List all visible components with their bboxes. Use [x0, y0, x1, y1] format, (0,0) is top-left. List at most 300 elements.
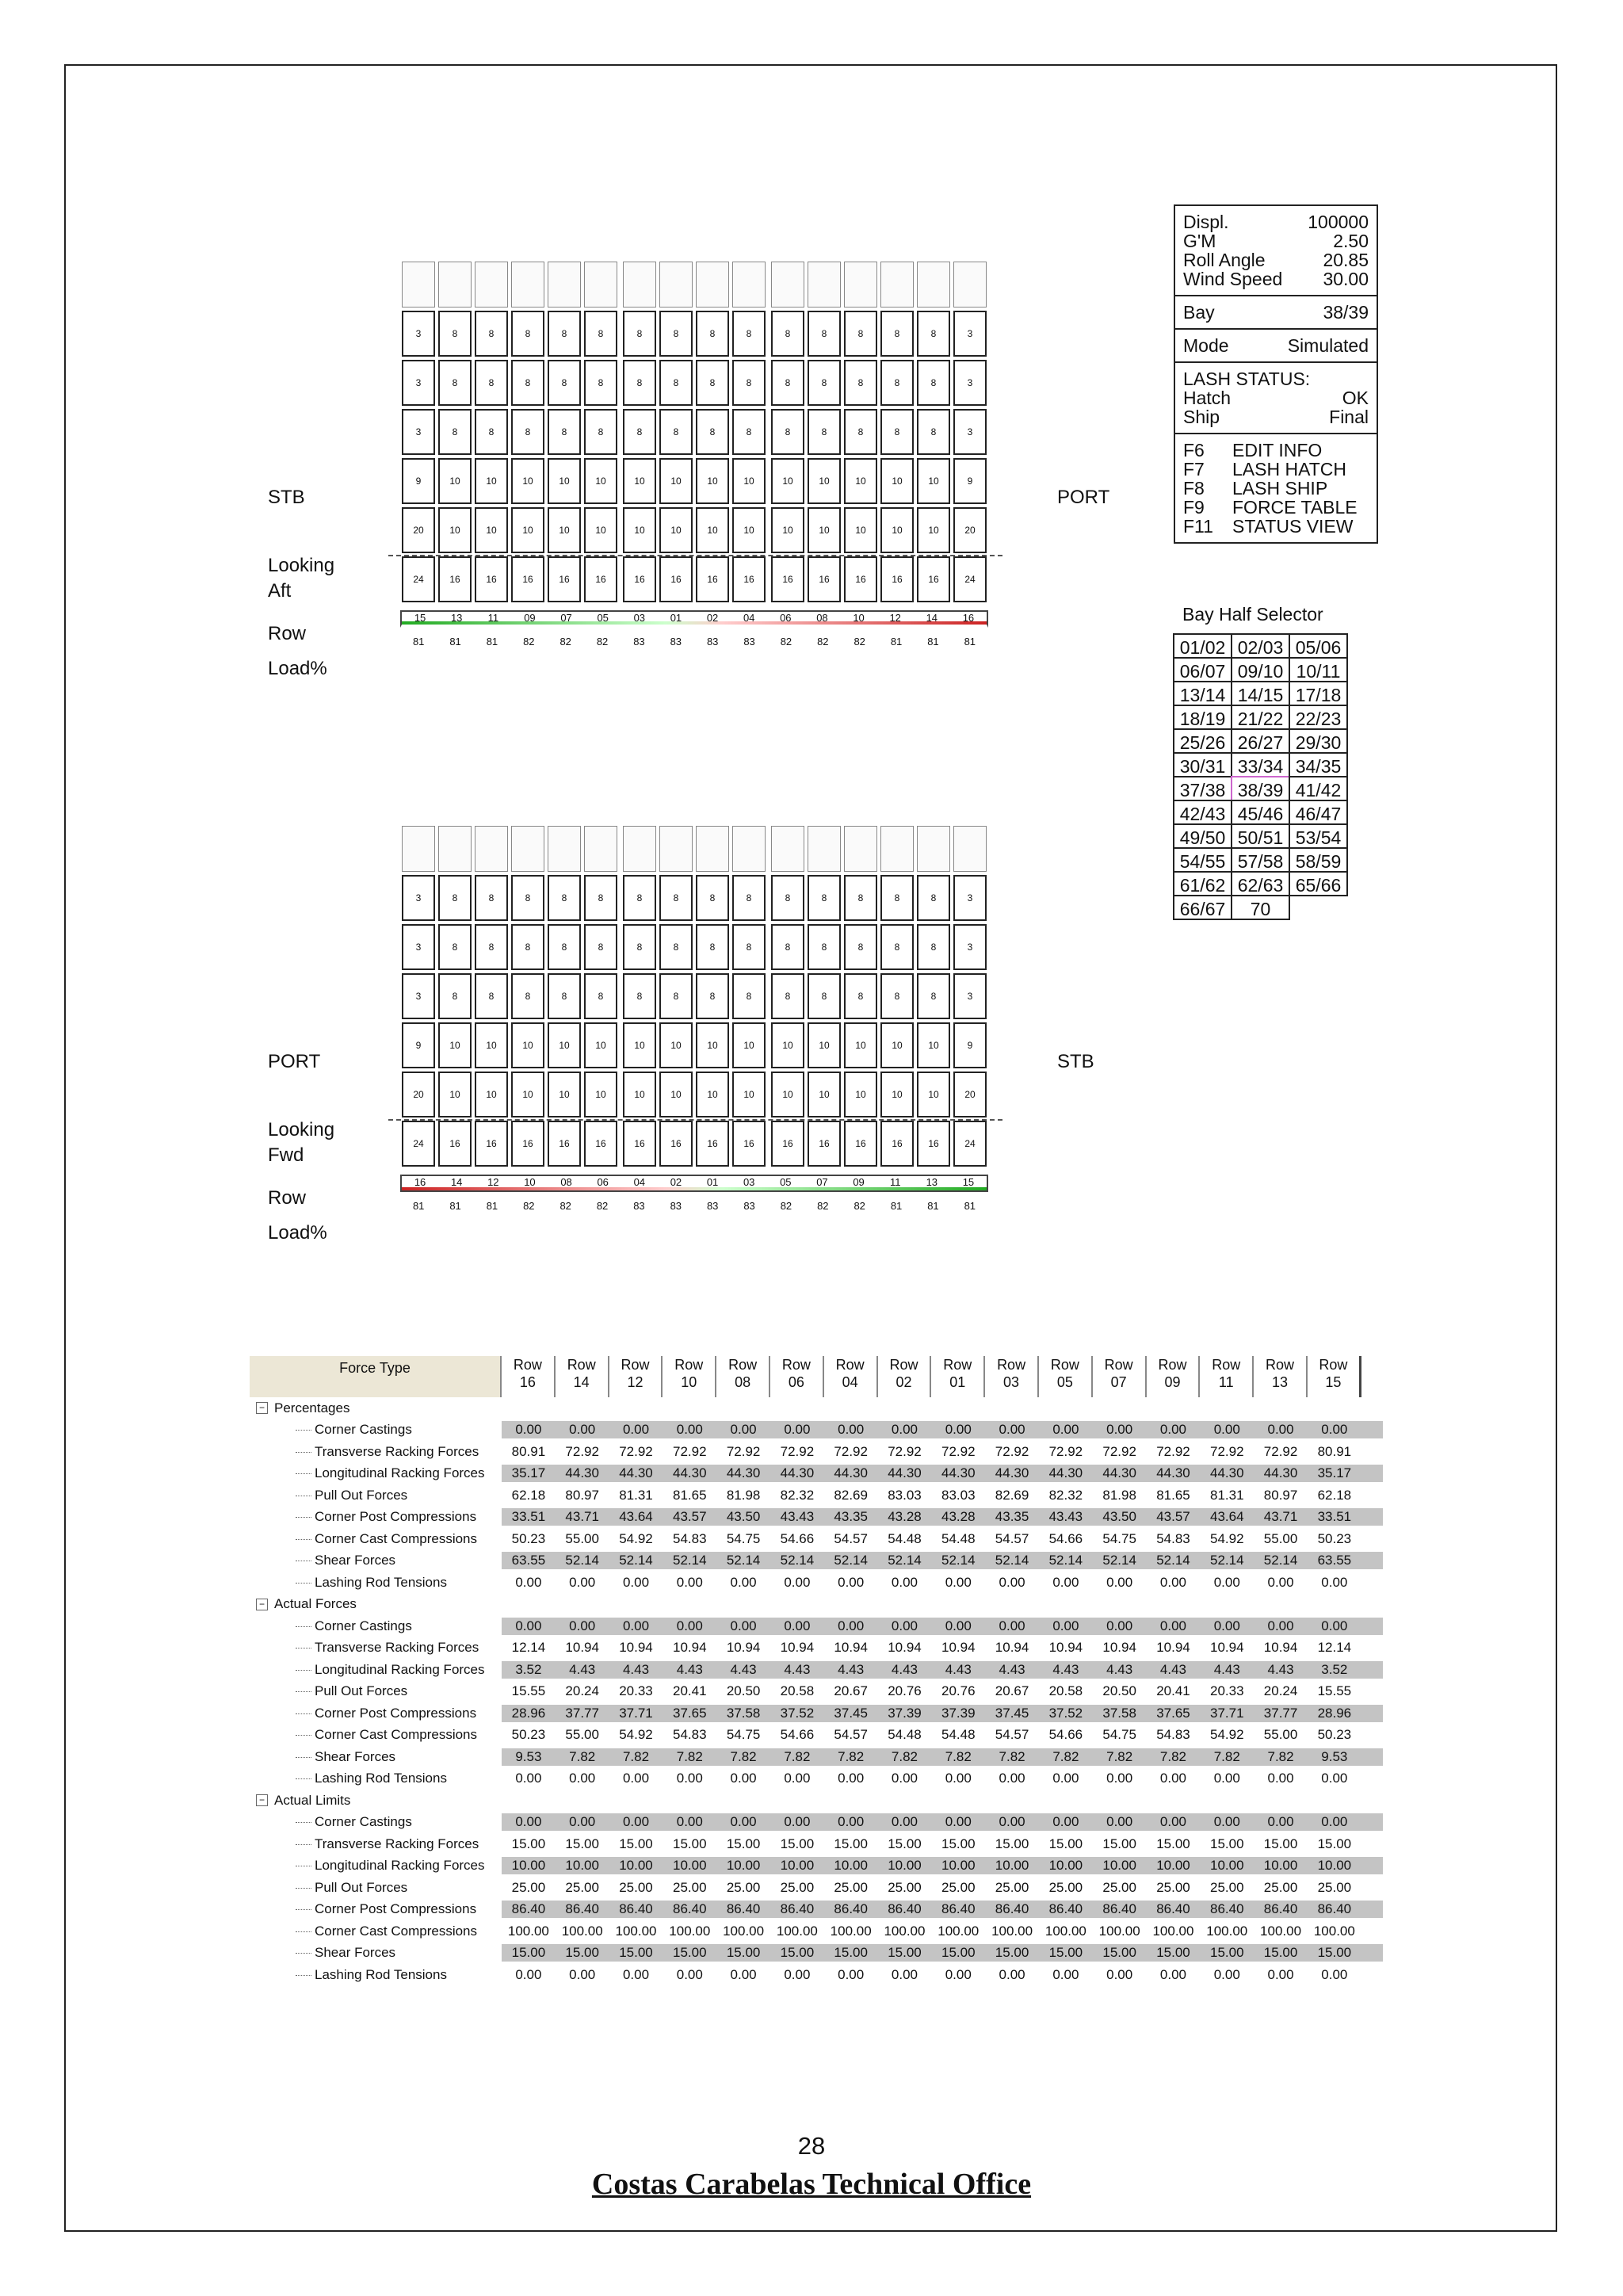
container-slot[interactable]: 10 [844, 458, 877, 504]
container-slot[interactable]: 8 [732, 409, 766, 455]
container-slot[interactable]: 9 [402, 1022, 435, 1068]
container-slot[interactable]: 10 [808, 1022, 841, 1068]
table-row[interactable] [250, 1855, 1383, 1878]
container-slot[interactable]: 16 [732, 1121, 766, 1167]
container-slot[interactable]: 10 [623, 458, 656, 504]
container-slot[interactable]: 8 [732, 973, 766, 1019]
empty-slot[interactable] [917, 826, 950, 872]
table-row[interactable] [250, 1899, 1383, 1921]
table-row[interactable] [250, 1507, 1383, 1529]
table-row[interactable] [250, 1659, 1383, 1681]
container-slot[interactable]: 10 [880, 1072, 914, 1117]
empty-slot[interactable] [953, 262, 987, 308]
row-column-header[interactable] [663, 1356, 716, 1397]
bay-half-button[interactable]: 05/06 [1289, 633, 1348, 659]
bay-half-button[interactable]: 30/31 [1173, 752, 1232, 777]
bay-half-button[interactable]: 42/43 [1173, 800, 1232, 825]
container-slot[interactable]: 8 [548, 924, 581, 970]
container-slot[interactable]: 8 [808, 924, 841, 970]
empty-slot[interactable] [623, 826, 656, 872]
row-column-header[interactable] [609, 1356, 663, 1397]
container-slot[interactable]: 10 [771, 507, 804, 553]
container-slot[interactable]: 8 [475, 311, 508, 357]
row-column-header[interactable] [502, 1356, 556, 1397]
row-number[interactable]: 04 [743, 612, 755, 624]
function-key-item[interactable] [1183, 441, 1369, 460]
container-slot[interactable]: 8 [623, 973, 656, 1019]
empty-slot[interactable] [844, 262, 877, 308]
bay-half-button[interactable]: 62/63 [1231, 871, 1290, 896]
container-slot[interactable]: 3 [402, 409, 435, 455]
bay-half-button[interactable]: 41/42 [1289, 776, 1348, 801]
bay-half-button[interactable]: 09/10 [1231, 657, 1290, 682]
container-slot[interactable]: 8 [623, 875, 656, 921]
container-slot[interactable]: 8 [584, 973, 617, 1019]
bay-half-button[interactable]: 50/51 [1231, 823, 1290, 849]
container-slot[interactable]: 8 [511, 924, 544, 970]
container-slot[interactable]: 16 [659, 1121, 693, 1167]
table-row[interactable] [250, 1681, 1383, 1703]
container-slot[interactable]: 8 [548, 360, 581, 406]
container-slot[interactable]: 16 [475, 556, 508, 602]
container-slot[interactable]: 10 [917, 458, 950, 504]
container-slot[interactable]: 10 [438, 458, 472, 504]
container-slot[interactable]: 8 [771, 360, 804, 406]
empty-slot[interactable] [475, 262, 508, 308]
table-row[interactable] [250, 1812, 1383, 1834]
container-slot[interactable]: 8 [659, 360, 693, 406]
container-slot[interactable]: 16 [696, 1121, 729, 1167]
table-row[interactable] [250, 1702, 1383, 1725]
container-slot[interactable]: 16 [771, 1121, 804, 1167]
table-row[interactable] [250, 1572, 1383, 1594]
container-slot[interactable]: 16 [548, 1121, 581, 1167]
bay-half-button[interactable]: 34/35 [1289, 752, 1348, 777]
container-slot[interactable]: 10 [511, 458, 544, 504]
container-slot[interactable]: 8 [771, 973, 804, 1019]
container-slot[interactable]: 8 [438, 973, 472, 1019]
container-slot[interactable]: 10 [880, 458, 914, 504]
container-slot[interactable]: 10 [732, 1072, 766, 1117]
bay-half-button[interactable]: 53/54 [1289, 823, 1348, 849]
container-slot[interactable]: 8 [511, 360, 544, 406]
container-slot[interactable]: 3 [953, 311, 987, 357]
row-number[interactable]: 12 [487, 1176, 499, 1188]
bay-half-button[interactable]: 65/66 [1289, 871, 1348, 896]
container-slot[interactable]: 3 [953, 875, 987, 921]
table-row[interactable] [250, 1943, 1383, 1965]
container-slot[interactable]: 8 [696, 311, 729, 357]
bay-half-button[interactable]: 25/26 [1173, 728, 1232, 754]
force-type-header[interactable]: Force Type [250, 1356, 502, 1397]
container-slot[interactable]: 8 [548, 973, 581, 1019]
row-number[interactable]: 10 [853, 612, 865, 624]
function-key-item[interactable] [1183, 460, 1369, 479]
container-slot[interactable]: 3 [953, 360, 987, 406]
container-slot[interactable]: 3 [953, 973, 987, 1019]
container-slot[interactable]: 10 [548, 507, 581, 553]
empty-slot[interactable] [771, 826, 804, 872]
container-slot[interactable]: 9 [402, 458, 435, 504]
empty-slot[interactable] [438, 826, 472, 872]
empty-slot[interactable] [511, 826, 544, 872]
container-slot[interactable]: 8 [880, 924, 914, 970]
row-number[interactable]: 11 [889, 1176, 901, 1188]
container-slot[interactable]: 24 [402, 1121, 435, 1167]
container-slot[interactable]: 8 [880, 409, 914, 455]
bay-half-button[interactable]: 06/07 [1173, 657, 1232, 682]
empty-slot[interactable] [511, 262, 544, 308]
container-slot[interactable]: 10 [696, 507, 729, 553]
row-number[interactable]: 07 [560, 612, 572, 624]
container-slot[interactable]: 10 [808, 507, 841, 553]
bay-half-button[interactable]: 18/19 [1173, 705, 1232, 730]
row-number[interactable]: 14 [926, 612, 938, 624]
container-slot[interactable]: 10 [696, 1072, 729, 1117]
table-row[interactable] [250, 1768, 1383, 1790]
container-slot[interactable]: 24 [953, 1121, 987, 1167]
empty-slot[interactable] [808, 262, 841, 308]
bay-half-button[interactable]: 38/39 [1231, 776, 1290, 801]
container-slot[interactable]: 10 [438, 1072, 472, 1117]
container-slot[interactable]: 8 [771, 409, 804, 455]
container-slot[interactable]: 10 [584, 1022, 617, 1068]
row-number[interactable]: 02 [706, 612, 719, 624]
container-slot[interactable]: 10 [511, 507, 544, 553]
container-slot[interactable]: 3 [402, 360, 435, 406]
bay-half-button[interactable]: 57/58 [1231, 847, 1290, 873]
row-column-header[interactable] [1147, 1356, 1201, 1397]
bay-half-button[interactable]: 45/46 [1231, 800, 1290, 825]
row-number[interactable]: 05 [597, 612, 609, 624]
container-slot[interactable]: 10 [548, 1022, 581, 1068]
container-slot[interactable]: 10 [548, 458, 581, 504]
container-slot[interactable]: 10 [732, 507, 766, 553]
container-slot[interactable]: 8 [659, 973, 693, 1019]
container-slot[interactable]: 8 [771, 875, 804, 921]
container-slot[interactable]: 10 [475, 507, 508, 553]
container-slot[interactable]: 16 [438, 1121, 472, 1167]
empty-slot[interactable] [402, 826, 435, 872]
container-slot[interactable]: 8 [584, 875, 617, 921]
container-slot[interactable]: 8 [475, 973, 508, 1019]
table-row[interactable] [250, 1920, 1383, 1943]
row-column-header[interactable] [1093, 1356, 1147, 1397]
empty-slot[interactable] [732, 262, 766, 308]
container-slot[interactable]: 8 [732, 924, 766, 970]
container-slot[interactable]: 8 [696, 875, 729, 921]
container-slot[interactable]: 8 [438, 875, 472, 921]
container-slot[interactable]: 10 [917, 507, 950, 553]
container-slot[interactable]: 16 [511, 556, 544, 602]
container-slot[interactable]: 8 [844, 409, 877, 455]
row-number[interactable]: 01 [706, 1176, 719, 1188]
container-slot[interactable]: 20 [402, 507, 435, 553]
container-slot[interactable]: 10 [623, 507, 656, 553]
container-slot[interactable]: 10 [475, 458, 508, 504]
container-slot[interactable]: 10 [623, 1022, 656, 1068]
container-slot[interactable]: 8 [844, 924, 877, 970]
row-column-header[interactable] [985, 1356, 1039, 1397]
container-slot[interactable]: 16 [844, 556, 877, 602]
container-slot[interactable]: 10 [511, 1072, 544, 1117]
group-row[interactable] [250, 1594, 1383, 1616]
container-slot[interactable]: 3 [953, 409, 987, 455]
container-slot[interactable]: 8 [917, 311, 950, 357]
empty-slot[interactable] [808, 826, 841, 872]
container-slot[interactable]: 8 [438, 924, 472, 970]
row-column-header[interactable] [878, 1356, 932, 1397]
bay-half-button[interactable]: 21/22 [1231, 705, 1290, 730]
empty-slot[interactable] [880, 262, 914, 308]
container-slot[interactable]: 10 [808, 1072, 841, 1117]
container-slot[interactable]: 8 [475, 409, 508, 455]
container-slot[interactable]: 10 [844, 1072, 877, 1117]
container-slot[interactable]: 8 [584, 924, 617, 970]
container-slot[interactable]: 16 [659, 556, 693, 602]
container-slot[interactable]: 8 [771, 311, 804, 357]
table-row[interactable] [250, 1615, 1383, 1637]
container-slot[interactable]: 20 [953, 507, 987, 553]
container-slot[interactable]: 10 [584, 507, 617, 553]
container-slot[interactable]: 24 [402, 556, 435, 602]
empty-slot[interactable] [623, 262, 656, 308]
bay-half-button[interactable]: 54/55 [1173, 847, 1232, 873]
row-column-header[interactable] [1308, 1356, 1361, 1397]
container-slot[interactable]: 8 [511, 409, 544, 455]
container-slot[interactable]: 24 [953, 556, 987, 602]
row-number[interactable]: 01 [670, 612, 682, 624]
container-slot[interactable]: 8 [880, 973, 914, 1019]
container-slot[interactable]: 8 [844, 973, 877, 1019]
bay-half-button[interactable]: 26/27 [1231, 728, 1290, 754]
bay-half-button[interactable]: 37/38 [1173, 776, 1232, 801]
row-number[interactable]: 10 [524, 1176, 536, 1188]
row-number[interactable]: 04 [633, 1176, 646, 1188]
container-slot[interactable]: 16 [844, 1121, 877, 1167]
row-number[interactable]: 03 [633, 612, 646, 624]
container-slot[interactable]: 10 [438, 1022, 472, 1068]
container-slot[interactable]: 8 [844, 875, 877, 921]
container-slot[interactable]: 8 [659, 409, 693, 455]
container-slot[interactable]: 8 [659, 924, 693, 970]
container-slot[interactable]: 8 [696, 973, 729, 1019]
container-slot[interactable]: 8 [696, 409, 729, 455]
empty-slot[interactable] [584, 826, 617, 872]
row-number[interactable]: 13 [450, 612, 463, 624]
container-slot[interactable]: 8 [475, 360, 508, 406]
container-slot[interactable]: 16 [548, 556, 581, 602]
bay-half-button[interactable]: 14/15 [1231, 681, 1290, 706]
row-number[interactable]: 12 [889, 612, 901, 624]
function-key-item[interactable] [1183, 517, 1369, 536]
container-slot[interactable]: 8 [511, 311, 544, 357]
container-slot[interactable]: 8 [623, 924, 656, 970]
table-row[interactable] [250, 1528, 1383, 1550]
bay-half-button[interactable]: 70 [1231, 895, 1290, 920]
row-column-header[interactable] [716, 1356, 770, 1397]
row-number[interactable]: 09 [853, 1176, 865, 1188]
empty-slot[interactable] [880, 826, 914, 872]
container-slot[interactable]: 8 [732, 360, 766, 406]
container-slot[interactable]: 8 [659, 875, 693, 921]
container-slot[interactable]: 10 [696, 1022, 729, 1068]
bay-half-button[interactable]: 61/62 [1173, 871, 1232, 896]
row-number[interactable]: 06 [780, 612, 792, 624]
empty-slot[interactable] [732, 826, 766, 872]
empty-slot[interactable] [402, 262, 435, 308]
table-row[interactable] [250, 1441, 1383, 1463]
row-number[interactable]: 15 [962, 1176, 975, 1188]
container-slot[interactable]: 10 [659, 1072, 693, 1117]
container-slot[interactable]: 16 [696, 556, 729, 602]
bay-half-button[interactable]: 02/03 [1231, 633, 1290, 659]
empty-slot[interactable] [548, 262, 581, 308]
empty-slot[interactable] [953, 826, 987, 872]
container-slot[interactable]: 10 [438, 507, 472, 553]
container-slot[interactable]: 8 [917, 875, 950, 921]
container-slot[interactable]: 8 [623, 311, 656, 357]
container-slot[interactable]: 10 [732, 458, 766, 504]
table-row[interactable] [250, 1484, 1383, 1507]
container-slot[interactable]: 3 [402, 311, 435, 357]
bay-half-button[interactable]: 17/18 [1289, 681, 1348, 706]
bay-half-button[interactable]: 58/59 [1289, 847, 1348, 873]
row-number[interactable]: 09 [524, 612, 536, 624]
container-slot[interactable]: 10 [548, 1072, 581, 1117]
table-row[interactable] [250, 1877, 1383, 1899]
bay-half-button[interactable]: 49/50 [1173, 823, 1232, 849]
container-slot[interactable]: 10 [584, 458, 617, 504]
table-row[interactable] [250, 1964, 1383, 1986]
empty-slot[interactable] [696, 262, 729, 308]
function-key-item[interactable] [1183, 479, 1369, 498]
container-slot[interactable]: 8 [880, 360, 914, 406]
container-slot[interactable]: 8 [584, 311, 617, 357]
container-slot[interactable]: 8 [844, 311, 877, 357]
row-column-header[interactable] [931, 1356, 985, 1397]
row-number[interactable]: 07 [816, 1176, 828, 1188]
container-slot[interactable]: 8 [880, 311, 914, 357]
container-slot[interactable]: 10 [880, 507, 914, 553]
row-number[interactable]: 16 [962, 612, 975, 624]
container-slot[interactable]: 16 [771, 556, 804, 602]
container-slot[interactable]: 8 [438, 311, 472, 357]
container-slot[interactable]: 16 [584, 556, 617, 602]
bay-half-button[interactable]: 29/30 [1289, 728, 1348, 754]
container-slot[interactable]: 10 [771, 1072, 804, 1117]
container-slot[interactable]: 3 [953, 924, 987, 970]
container-slot[interactable]: 16 [880, 1121, 914, 1167]
container-slot[interactable]: 10 [584, 1072, 617, 1117]
container-slot[interactable]: 8 [475, 875, 508, 921]
bay-half-button[interactable]: 33/34 [1231, 752, 1290, 777]
container-slot[interactable]: 16 [917, 556, 950, 602]
container-slot[interactable]: 16 [623, 556, 656, 602]
container-slot[interactable]: 8 [584, 409, 617, 455]
container-slot[interactable]: 8 [511, 875, 544, 921]
container-slot[interactable]: 16 [808, 1121, 841, 1167]
empty-slot[interactable] [917, 262, 950, 308]
container-slot[interactable]: 8 [438, 360, 472, 406]
container-slot[interactable]: 10 [844, 507, 877, 553]
container-slot[interactable]: 8 [548, 875, 581, 921]
row-number[interactable]: 11 [487, 612, 499, 624]
container-slot[interactable]: 8 [808, 360, 841, 406]
table-row[interactable] [250, 1725, 1383, 1747]
row-column-header[interactable] [1200, 1356, 1254, 1397]
empty-slot[interactable] [584, 262, 617, 308]
container-slot[interactable]: 16 [732, 556, 766, 602]
container-slot[interactable]: 8 [732, 311, 766, 357]
container-slot[interactable]: 20 [402, 1072, 435, 1117]
container-slot[interactable]: 8 [917, 924, 950, 970]
container-slot[interactable]: 8 [808, 311, 841, 357]
container-slot[interactable]: 20 [953, 1072, 987, 1117]
table-row[interactable] [250, 1550, 1383, 1572]
container-slot[interactable]: 3 [402, 973, 435, 1019]
container-slot[interactable]: 8 [917, 973, 950, 1019]
container-slot[interactable]: 8 [696, 924, 729, 970]
table-row[interactable] [250, 1746, 1383, 1768]
container-slot[interactable]: 10 [917, 1072, 950, 1117]
container-slot[interactable]: 8 [844, 360, 877, 406]
container-slot[interactable]: 8 [475, 924, 508, 970]
container-slot[interactable]: 8 [917, 409, 950, 455]
row-number[interactable]: 16 [414, 1176, 426, 1188]
container-slot[interactable]: 8 [548, 311, 581, 357]
container-slot[interactable]: 10 [808, 458, 841, 504]
container-slot[interactable]: 8 [623, 360, 656, 406]
container-slot[interactable]: 8 [917, 360, 950, 406]
container-slot[interactable]: 8 [511, 973, 544, 1019]
container-slot[interactable]: 3 [402, 875, 435, 921]
container-slot[interactable]: 10 [696, 458, 729, 504]
empty-slot[interactable] [659, 262, 693, 308]
row-column-header[interactable] [1039, 1356, 1093, 1397]
container-slot[interactable]: 16 [880, 556, 914, 602]
container-slot[interactable]: 16 [584, 1121, 617, 1167]
row-number[interactable]: 13 [926, 1176, 938, 1188]
container-slot[interactable]: 10 [880, 1022, 914, 1068]
container-slot[interactable]: 10 [659, 458, 693, 504]
collapse-toggle-icon[interactable]: − [256, 1402, 268, 1414]
group-row[interactable] [250, 1397, 1383, 1419]
row-number[interactable]: 02 [670, 1176, 682, 1188]
collapse-toggle-icon[interactable]: − [256, 1599, 268, 1610]
row-number[interactable]: 03 [743, 1176, 755, 1188]
container-slot[interactable]: 16 [808, 556, 841, 602]
empty-slot[interactable] [659, 826, 693, 872]
container-slot[interactable]: 10 [844, 1022, 877, 1068]
row-number[interactable]: 06 [597, 1176, 609, 1188]
empty-slot[interactable] [771, 262, 804, 308]
container-slot[interactable]: 9 [953, 1022, 987, 1068]
function-key-item[interactable] [1183, 498, 1369, 517]
container-slot[interactable]: 10 [732, 1022, 766, 1068]
container-slot[interactable]: 10 [659, 507, 693, 553]
table-row[interactable] [250, 1419, 1383, 1442]
container-slot[interactable]: 16 [438, 556, 472, 602]
table-row[interactable] [250, 1463, 1383, 1485]
container-slot[interactable]: 10 [475, 1022, 508, 1068]
container-slot[interactable]: 8 [732, 875, 766, 921]
empty-slot[interactable] [438, 262, 472, 308]
container-slot[interactable]: 10 [659, 1022, 693, 1068]
row-number[interactable]: 14 [450, 1176, 463, 1188]
container-slot[interactable]: 10 [475, 1072, 508, 1117]
bay-half-button[interactable]: 46/47 [1289, 800, 1348, 825]
